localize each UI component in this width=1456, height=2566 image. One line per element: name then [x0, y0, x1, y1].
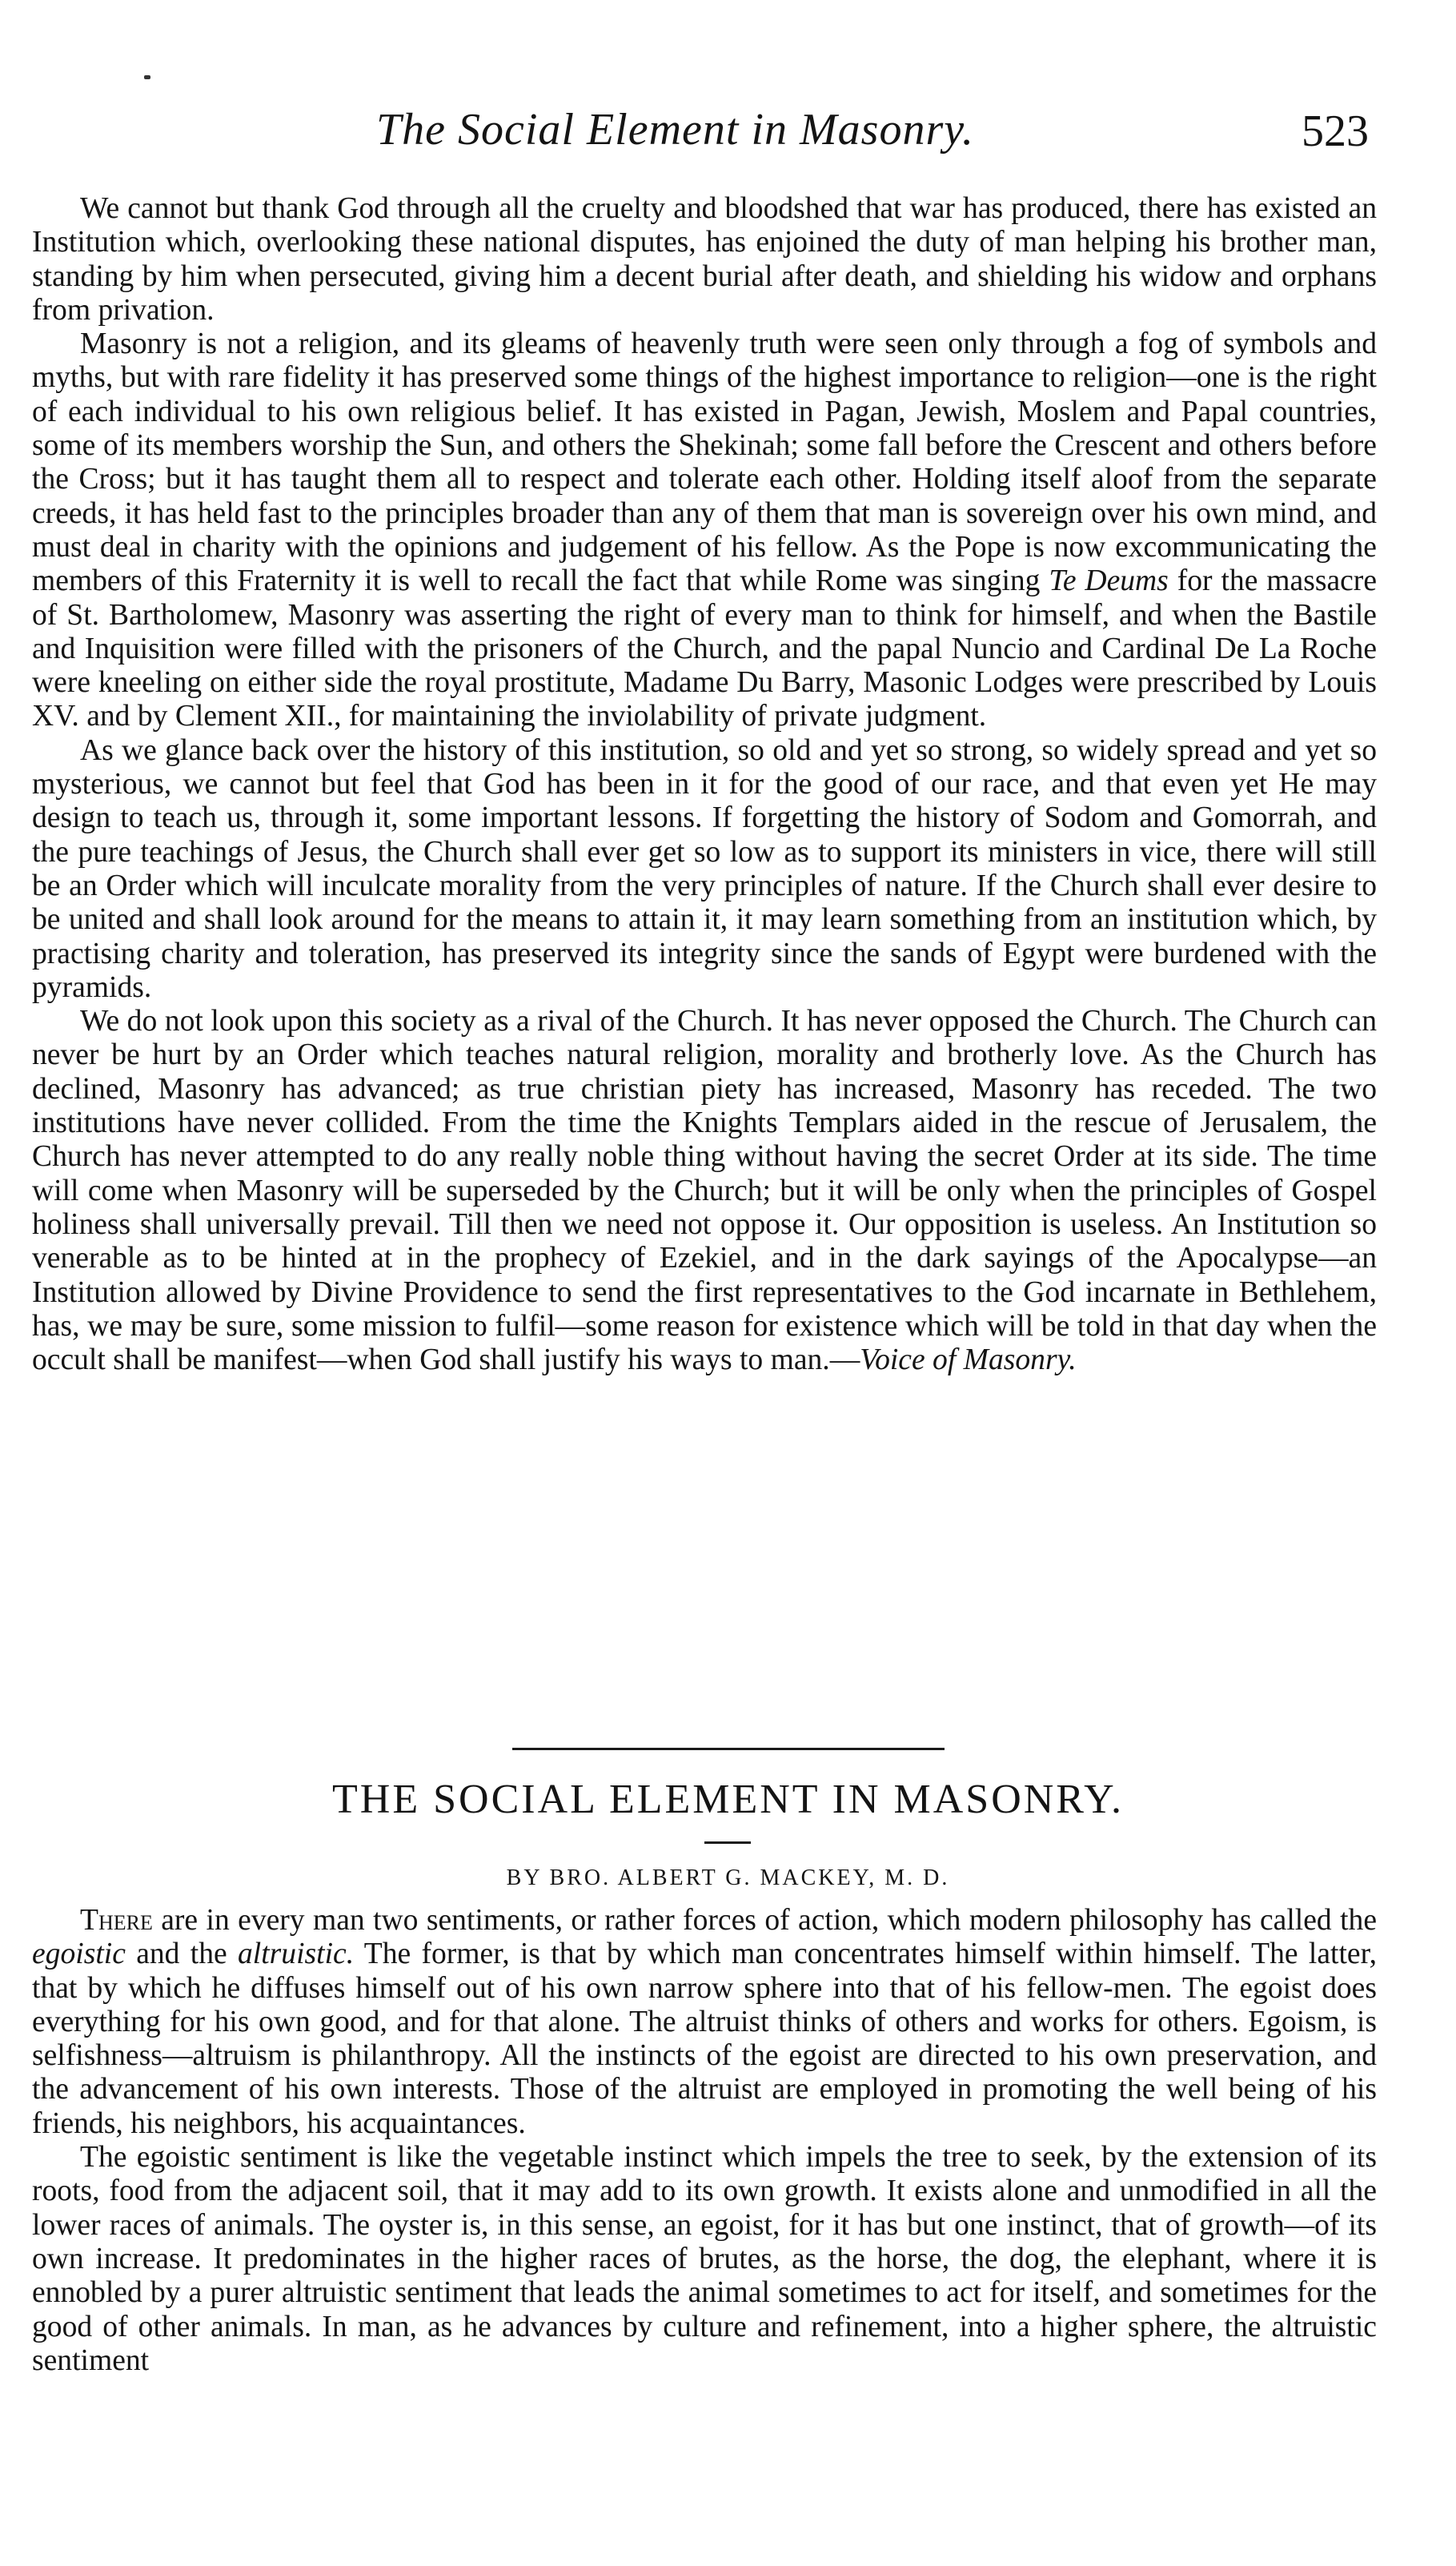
- text-run: Masonry is not a religion, and its gleams of heavenly truth were seen only through a fog of symbols and myths, but with rare fidelity it has preserved some things of the highest importance to religion—one is the right of each individual to his own religious belief. It has existed in Pagan, Jewish, Moslem and Papal countries, some of its members worship the Sun, and others the Shekinah; some fall before the Crescent and others before the Cross; but it has taught them all to respect and tolerate each other. Holding itself aloof from the separate creeds, it has held fast to the principles broader than any of them that man is sovereign over his own mind, and must deal in charity with the opinions and judgement of his fellow. As the Pope is now excommunicating the members of this Fraternity it is well to recall the fact that while Rome was singing: [32, 327, 1377, 598]
- term-egoistic: egoistic: [32, 1938, 126, 1971]
- text-run: for the massacre of St. Bartholomew, Masonry was asserting the right of every man to think for himself, and when the Bastile and Inquisition were filled with the prisoners of the Church, and the papal Nuncio and Cardinal De La Roche were kneeling on either side the royal prostitute, Madame Du Barry, Masonic Lodges were prescribed by Louis XV. and by Clement XII., for maintaining the inviolability of private judgment.: [32, 564, 1377, 733]
- italic-te-deums: Te Deums: [1049, 564, 1169, 598]
- article-text: [32, 1904, 1377, 2378]
- page-number: 523: [1302, 106, 1369, 156]
- lead-word: There: [80, 1904, 153, 1937]
- running-head: [0, 96, 1456, 168]
- paragraph-two-sentiments: [32, 1904, 1377, 2141]
- ink-speck: [144, 75, 150, 79]
- source-attribution: Voice of Masonry.: [860, 1343, 1077, 1377]
- title-underline-rule: [704, 1841, 751, 1844]
- article-byline: BY BRO. ALBERT G. MACKEY, M. D.: [506, 1865, 950, 1890]
- text-run: and the: [125, 1938, 238, 1971]
- paragraph-not-a-rival: [32, 1005, 1377, 1377]
- text-run: We do not look upon this society as a rival of the Church. It has never opposed the Church. The Church can never be hurt by an Order which teaches natural religion, morality and brotherly love. As the Church has declined, Masonry has advanced; as true christian piety has increased, Masonry has receded. The two institutions have never collided. From the time the Knights Templars aided in the rescue of Jerusalem, the Church has never attempted to do any really noble thing without having the secret Order at its side. The time will come when Masonry will be superseded by the Church; but it will be only when the principles of Gospel holiness shall universally prevail. Till then we need not oppose it. Our opposition is useless. An Institution so venerable as to be hinted at in the prophecy of Ezekiel, and in the dark sayings of the Apocalypse—an Institution allowed by Divine Providence to send the first representatives to the God incarnate in Bethlehem, has, we may be sure, some mission to fulfil—some reason for existence which will be told in that day when the occult shall be manifest—when God shall justify his ways to man.—: [32, 1005, 1377, 1377]
- paragraph-not-a-religion: [32, 327, 1377, 734]
- running-title: The Social Element in Masonry.: [376, 105, 975, 155]
- text-run: are in every man two sentiments, or rather forces of action, which modern philosophy has called the: [152, 1904, 1377, 1937]
- term-altruistic: altruistic.: [238, 1938, 355, 1971]
- paragraph-war-and-charity: We cannot but thank God through all the cruelty and bloodshed that war has produced, there has existed an Institution which, overlooking these national disputes, has enjoined the duty of man helping his brother man, standing by him when persecuted, giving him a decent burial after death, and shielding his widow and orphans from privation.: [32, 192, 1377, 327]
- previous-article-text: [32, 192, 1377, 1377]
- text-run: The former, is that by which man concentrates himself within himself. The latter, that by which he diffuses himself out of his own narrow sphere into that of his fellow-men. The egoist does everything for his own good, and for that alone. The altruist thinks of others and works for others. Egoism, is selfishness—altruism is philanthropy. All the instincts of the egoist are directed to his own preservation, and the advancement of his own interests. Those of the altruist are employed in promoting the well being of his friends, his neighbors, his acquaintances.: [32, 1938, 1377, 2140]
- section-divider-rule: [512, 1748, 945, 1750]
- article-title: THE SOCIAL ELEMENT IN MASONRY.: [332, 1777, 1124, 1822]
- paragraph-egoistic-sentiment: The egoistic sentiment is like the vegetable instinct which impels the tree to seek, by the extension of its roots, food from the adjacent soil, that it may add to its own growth. It exists alone and unmodified in all the lower races of animals. The oyster is, in this sense, an egoist, for it has but one instinct, that of growth—of its own increase. It predominates in the higher races of brutes, as the horse, the dog, the elephant, where it is ennobled by a purer altruistic sentiment that leads the animal sometimes to act for itself, and sometimes for the good of other animals. In man, as he advances by culture and refinement, into a higher sphere, the altruistic sentiment: [32, 2141, 1377, 2377]
- paragraph-history-glance: As we glance back over the history of this institution, so old and yet so strong, so widely spread and yet so mysterious, we cannot but feel that God has been in it for the good of our race, and that even yet He may design to teach us, through it, some important lessons. If forgetting the history of Sodom and Gomorrah, and the pure teachings of Jesus, the Church shall ever get so low as to support its ministers in vice, there will still be an Order which will inculcate morality from the very principles of nature. If the Church shall ever desire to be united and shall look around for the means to attain it, it may learn something from an institution which, by practising charity and toleration, has preserved its integrity since the sands of Egypt were burdened with the pyramids.: [32, 733, 1377, 1004]
